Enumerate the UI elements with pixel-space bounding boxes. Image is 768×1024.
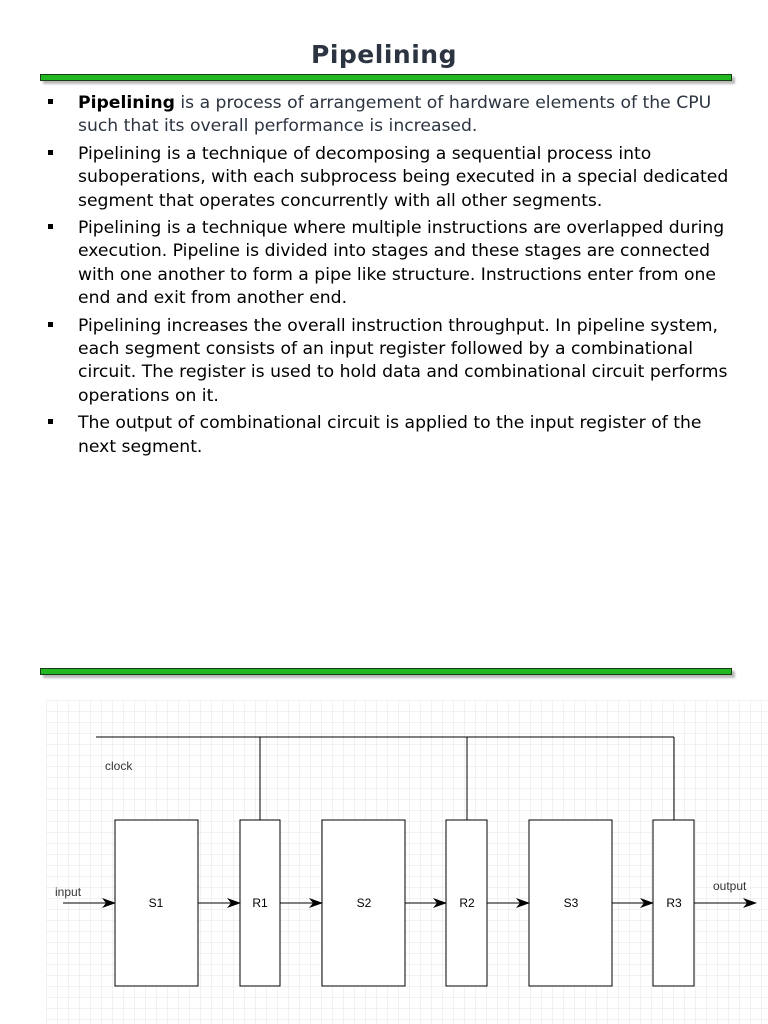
bullet-marker-icon — [48, 322, 53, 327]
bullet-text: is a process of arrangement of hardware elements of the CPU such that its overall performance is increased. — [78, 93, 712, 137]
bullet-marker-icon — [48, 419, 53, 424]
bullet-text: Pipelining increases the overall instruction throughput. In pipeline system, each segment consists of an input register followed by a combinational circuit. The register is used to hold data and combinational circuit performs operations on it. — [78, 315, 728, 406]
bullet-item — [40, 412, 730, 459]
register-label-r2: R2 — [459, 896, 475, 910]
bullet-marker-icon — [48, 224, 53, 229]
bullet-item — [40, 217, 730, 311]
register-label-r3: R3 — [666, 896, 682, 910]
stage-label-s2: S2 — [356, 896, 372, 910]
bullet-text: The output of combinational circuit is applied to the input register of the next segment. — [78, 413, 702, 457]
output-label: output — [713, 879, 747, 893]
bullet-item — [40, 315, 730, 409]
bullet-item — [40, 143, 730, 213]
stage-label-s1: S1 — [148, 896, 164, 910]
input-label: input — [55, 885, 82, 899]
page-title: Pipelining — [311, 40, 457, 69]
bullet-marker-icon — [48, 150, 53, 155]
bullet-marker-icon — [48, 99, 53, 104]
bullet-bold-term: Pipelining — [78, 93, 175, 113]
bullet-item — [40, 92, 730, 139]
stage-label-s3: S3 — [563, 896, 579, 910]
bullet-text: Pipelining is a technique of decomposing a sequential process into suboperations, with each subprocess being executed in a special dedicated segment that operates concurrently with all other segments. — [78, 143, 729, 211]
pipeline-diagram — [46, 700, 768, 1024]
bullet-text: Pipelining is a technique where multiple instructions are overlapped during execution. Pipeline is divided into stages and these stages are connected with one another to form a pipe like structure. Instructions enter from one end and exit from another end. — [78, 218, 725, 309]
diagram-divider — [40, 668, 732, 675]
title-divider — [40, 74, 732, 81]
clock-label: clock — [105, 759, 133, 773]
register-label-r1: R1 — [252, 896, 268, 910]
bullet-list — [40, 92, 730, 463]
